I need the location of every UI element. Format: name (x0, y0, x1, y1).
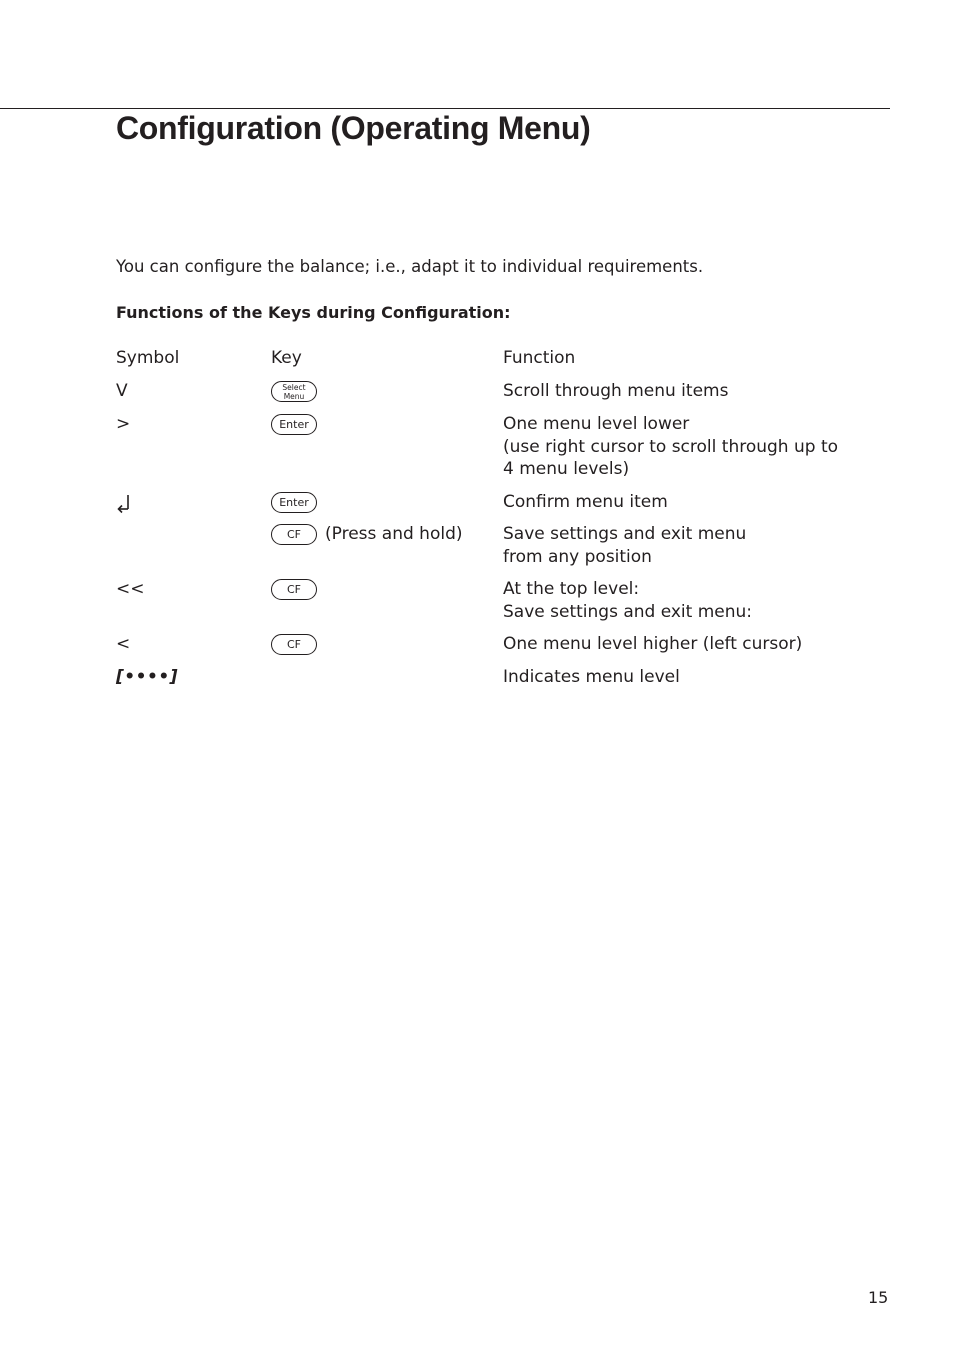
table-row (116, 413, 876, 479)
key-label-top: Select (282, 383, 306, 392)
menu-level-indicator: [••••] (116, 667, 179, 687)
cf-key[interactable]: CF (271, 579, 317, 600)
key-cell (271, 413, 317, 436)
return-arrow-icon (116, 491, 132, 514)
key-cell (271, 491, 317, 514)
select-menu-key[interactable] (271, 381, 317, 402)
header-symbol: Symbol (116, 348, 180, 368)
header-function: Function (503, 348, 576, 368)
symbol-level-higher: < (116, 634, 131, 654)
table-row (116, 523, 876, 567)
function-text: At the top level: Save settings and exit menu: (503, 579, 753, 622)
key-label-bottom: Menu (283, 392, 305, 401)
key-cell (271, 380, 317, 403)
table-row (116, 633, 876, 655)
table-row (116, 380, 876, 402)
enter-key[interactable]: Enter (271, 414, 317, 435)
key-note: (Press and hold) (325, 524, 463, 544)
function-text: Scroll through menu items (503, 381, 729, 401)
symbol-level-lower: > (116, 414, 131, 434)
function-text: Save settings and exit menu from any position (503, 524, 747, 567)
table-row (116, 491, 876, 513)
cf-key[interactable]: CF (271, 524, 317, 545)
symbol-scroll-down: V (116, 381, 128, 401)
intro-paragraph: You can configure the balance; i.e., adapt it to individual requirements. (116, 257, 704, 276)
section-heading: Functions of the Keys during Configuration: (116, 303, 511, 322)
symbol-top-level-exit: << (116, 579, 145, 599)
function-text: One menu level lower (use right cursor to scroll through up to 4 menu levels) (503, 414, 839, 479)
key-cell (271, 633, 317, 656)
table-row (116, 666, 876, 688)
enter-key[interactable]: Enter (271, 492, 317, 513)
function-text: Confirm menu item (503, 492, 668, 512)
header-rule (0, 108, 890, 109)
table-header-row (116, 347, 876, 369)
cf-key[interactable]: CF (271, 634, 317, 655)
header-key: Key (271, 348, 302, 368)
page-title: Configuration (Operating Menu) (116, 110, 591, 146)
table-row (116, 578, 876, 622)
key-cell (271, 578, 317, 601)
page-number: 15 (868, 1288, 889, 1307)
key-cell (271, 523, 463, 546)
function-text: Indicates menu level (503, 667, 680, 687)
function-text: One menu level higher (left cursor) (503, 634, 803, 654)
